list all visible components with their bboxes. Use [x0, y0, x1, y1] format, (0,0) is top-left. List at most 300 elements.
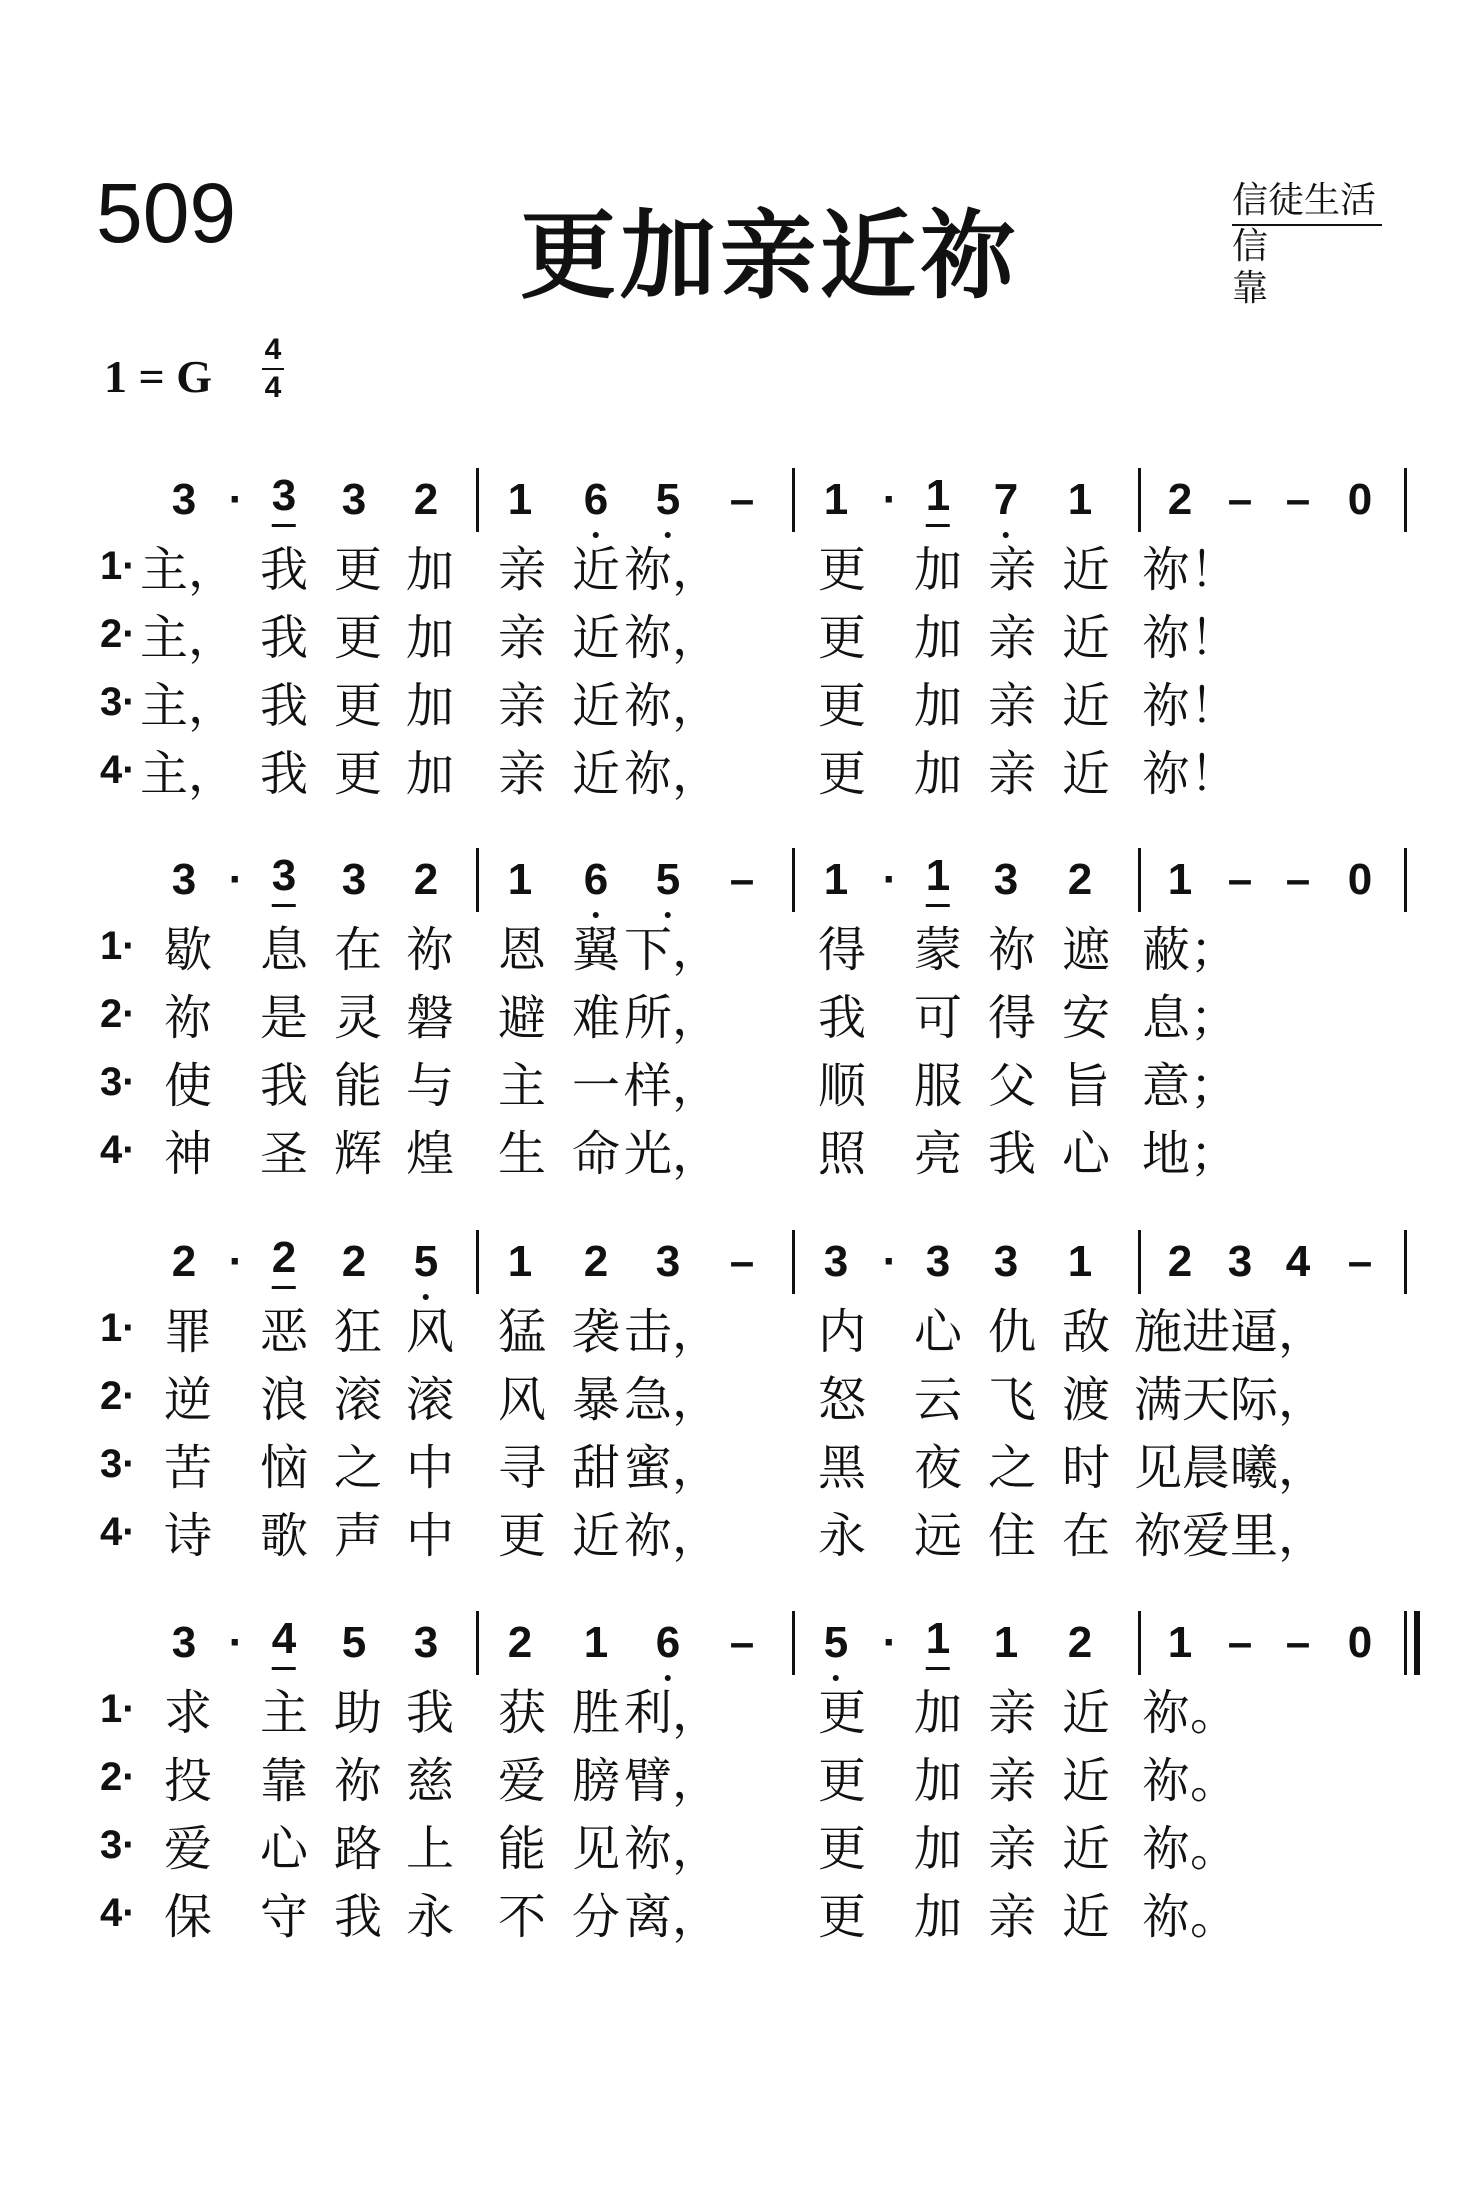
lyric-syllable: 我 — [987, 1126, 1037, 1182]
lyric-syllable: 滚 — [333, 1372, 383, 1428]
lyric-syllable: 心 — [1061, 1126, 1111, 1182]
lyric-syllable: 慈 — [405, 1753, 455, 1809]
lyric-syllable: 祢 — [405, 922, 455, 978]
bar-line — [476, 468, 479, 532]
lyric-syllable: 祢爱里， — [1133, 1508, 1327, 1564]
note: 1 — [1067, 475, 1093, 524]
lyric-syllable: 猛 — [497, 1304, 547, 1360]
lyric-syllable: 祢！ — [1141, 542, 1239, 598]
note: 6 — [584, 470, 608, 530]
note: · — [228, 855, 244, 904]
lyric-syllable: 光， — [623, 1126, 721, 1182]
note: 1 — [926, 1613, 950, 1670]
note: 3 — [413, 1618, 439, 1667]
lyric-syllable: 顺 — [817, 1058, 867, 1114]
note: – — [729, 475, 755, 524]
lyric-syllable: 投 — [163, 1753, 213, 1809]
octave-dot — [665, 532, 671, 538]
octave-dot — [665, 1675, 671, 1681]
lyric-syllable: 亲 — [497, 746, 547, 802]
bar-line — [1404, 1611, 1407, 1675]
key-signature: 1 = G — [104, 351, 212, 402]
lyric-syllable: 声 — [333, 1508, 383, 1564]
bar-line — [792, 848, 795, 912]
note: · — [228, 475, 244, 524]
octave-dot — [1003, 532, 1009, 538]
note: 3 — [171, 475, 197, 524]
note: 5 — [824, 1613, 848, 1673]
lyric-syllable: 我 — [259, 678, 309, 734]
verse-number: 2· — [100, 612, 136, 656]
lyric-syllable: 亮 — [913, 1126, 963, 1182]
lyric-syllable: 我 — [259, 746, 309, 802]
lyric-syllable: 主， — [139, 746, 237, 802]
bar-line — [1138, 1611, 1141, 1675]
lyric-syllable: 加 — [913, 1685, 963, 1741]
lyric-syllable: 更 — [817, 610, 867, 666]
octave-dot — [833, 1675, 839, 1681]
lyric-syllable: 命 — [571, 1126, 621, 1182]
verse-number: 4· — [100, 1891, 136, 1935]
note: – — [1227, 1618, 1253, 1667]
lyric-syllable: 路 — [333, 1821, 383, 1877]
lyric-syllable: 祢， — [623, 1508, 721, 1564]
note: 1 — [507, 855, 533, 904]
lyric-syllable: 我 — [259, 1058, 309, 1114]
note: 1 — [1167, 855, 1193, 904]
lyric-line — [0, 1506, 1476, 1572]
lyric-syllable: 之 — [987, 1440, 1037, 1496]
credit-category: 信靠 — [1232, 226, 1359, 309]
lyric-line — [0, 1370, 1476, 1436]
lyric-syllable: 更 — [817, 746, 867, 802]
bar-line — [476, 1611, 479, 1675]
lyric-syllable: 祢 — [987, 922, 1037, 978]
note: 1 — [507, 1237, 533, 1286]
lyric-syllable: 近 — [1061, 1685, 1111, 1741]
note: – — [1285, 475, 1311, 524]
note: 2 — [341, 1237, 367, 1286]
octave-dot — [665, 912, 671, 918]
lyric-syllable: 风 — [497, 1372, 547, 1428]
lyric-syllable: 亲 — [497, 678, 547, 734]
lyric-syllable: 近 — [1061, 610, 1111, 666]
credit-source: 信徒生活 — [1232, 180, 1382, 226]
lyric-syllable: 近 — [1061, 746, 1111, 802]
note: 3 — [655, 1237, 681, 1286]
lyric-syllable: 恼 — [259, 1440, 309, 1496]
note: 3 — [272, 470, 296, 527]
hymn-number: 509 — [96, 166, 237, 260]
lyric-syllable: 祢！ — [1141, 610, 1239, 666]
lyric-syllable: 加 — [913, 542, 963, 598]
note: 6 — [656, 1613, 680, 1673]
lyric-syllable: 亲 — [497, 610, 547, 666]
lyric-syllable: 胜 — [571, 1685, 621, 1741]
lyric-syllable: 灵 — [333, 990, 383, 1046]
lyric-syllable: 祢。 — [1141, 1889, 1239, 1945]
lyric-line — [0, 988, 1476, 1054]
note: 3 — [1227, 1237, 1253, 1286]
lyric-syllable: 袭 — [571, 1304, 621, 1360]
octave-dot — [423, 1294, 429, 1300]
note: 0 — [1347, 855, 1373, 904]
note: · — [228, 1237, 244, 1286]
note: 1 — [926, 470, 950, 527]
lyric-syllable: 近 — [1061, 1889, 1111, 1945]
notes-row — [0, 850, 1476, 920]
lyric-syllable: 靠 — [259, 1753, 309, 1809]
lyric-syllable: 中 — [405, 1440, 455, 1496]
note: 3 — [171, 855, 197, 904]
note: 0 — [1347, 1618, 1373, 1667]
verse-number: 2· — [100, 992, 136, 1036]
note: 5 — [341, 1618, 367, 1667]
lyric-syllable: 加 — [405, 746, 455, 802]
lyric-syllable: 祢。 — [1141, 1685, 1239, 1741]
lyric-line — [0, 1302, 1476, 1368]
note: 2 — [272, 1232, 296, 1289]
bar-line — [1138, 1230, 1141, 1294]
lyric-syllable: 所， — [623, 990, 721, 1046]
lyric-syllable: 亲 — [987, 1753, 1037, 1809]
verse-number: 2· — [100, 1755, 136, 1799]
time-sig-bar — [262, 368, 284, 370]
note: 2 — [1167, 475, 1193, 524]
note: 3 — [341, 475, 367, 524]
lyric-line — [0, 920, 1476, 986]
hymn-credits — [1232, 180, 1382, 310]
lyric-syllable: 狂 — [333, 1304, 383, 1360]
lyric-syllable: 之 — [333, 1440, 383, 1496]
notes-row — [0, 1232, 1476, 1302]
lyric-syllable: 逆 — [163, 1372, 213, 1428]
lyric-syllable: 怒 — [817, 1372, 867, 1428]
lyric-syllable: 歌 — [259, 1508, 309, 1564]
lyric-syllable: 加 — [405, 542, 455, 598]
note: – — [729, 1618, 755, 1667]
lyric-syllable: 更 — [497, 1508, 547, 1564]
lyric-syllable: 主 — [497, 1058, 547, 1114]
note: 7 — [994, 470, 1018, 530]
lyric-syllable: 祢。 — [1141, 1821, 1239, 1877]
lyric-syllable: 蔽； — [1141, 922, 1239, 978]
bar-line — [1138, 848, 1141, 912]
note: · — [882, 1237, 898, 1286]
lyric-syllable: 祢 — [163, 990, 213, 1046]
note: 3 — [171, 1618, 197, 1667]
lyric-syllable: 祢， — [623, 746, 721, 802]
note: 1 — [507, 475, 533, 524]
note: 1 — [993, 1618, 1019, 1667]
lyric-syllable: 使 — [163, 1058, 213, 1114]
lyric-syllable: 更 — [333, 746, 383, 802]
lyric-syllable: 在 — [1061, 1508, 1111, 1564]
lyric-syllable: 加 — [913, 610, 963, 666]
note: 5 — [656, 470, 680, 530]
lyric-syllable: 施进逼， — [1133, 1304, 1327, 1360]
lyric-syllable: 祢， — [623, 610, 721, 666]
note: 2 — [1067, 855, 1093, 904]
note: 5 — [656, 850, 680, 910]
note: – — [1227, 475, 1253, 524]
lyric-syllable: 旨 — [1061, 1058, 1111, 1114]
verse-number: 1· — [100, 1306, 136, 1350]
time-signature — [262, 334, 284, 404]
lyric-syllable: 服 — [913, 1058, 963, 1114]
lyric-syllable: 更 — [817, 1821, 867, 1877]
bar-line — [476, 848, 479, 912]
lyric-syllable: 助 — [333, 1685, 383, 1741]
note: 4 — [1285, 1237, 1311, 1286]
lyric-syllable: 保 — [163, 1889, 213, 1945]
bar-line — [1138, 468, 1141, 532]
note: 2 — [413, 855, 439, 904]
lyric-syllable: 诗 — [163, 1508, 213, 1564]
verse-number: 4· — [100, 748, 136, 792]
note: – — [729, 1237, 755, 1286]
verse-number: 4· — [100, 1510, 136, 1554]
lyric-line — [0, 540, 1476, 606]
lyric-syllable: 满天际， — [1133, 1372, 1327, 1428]
notes-row — [0, 1613, 1476, 1683]
lyric-syllable: 寻 — [497, 1440, 547, 1496]
lyric-syllable: 更 — [817, 678, 867, 734]
lyric-line — [0, 1887, 1476, 1953]
lyric-syllable: 飞 — [987, 1372, 1037, 1428]
lyric-syllable: 主 — [259, 1685, 309, 1741]
note: 2 — [413, 475, 439, 524]
note: – — [1285, 855, 1311, 904]
lyric-syllable: 亲 — [987, 746, 1037, 802]
lyric-syllable: 见晨曦， — [1133, 1440, 1327, 1496]
time-sig-top: 4 — [264, 333, 282, 366]
lyric-syllable: 祢， — [623, 1821, 721, 1877]
lyric-syllable: 心 — [259, 1821, 309, 1877]
lyric-syllable: 近 — [1061, 1753, 1111, 1809]
note: – — [1285, 1618, 1311, 1667]
bar-line — [792, 468, 795, 532]
note: · — [882, 475, 898, 524]
note: 3 — [993, 1237, 1019, 1286]
lyric-syllable: 敌 — [1061, 1304, 1111, 1360]
verse-number: 1· — [100, 924, 136, 968]
lyric-syllable: 恶 — [259, 1304, 309, 1360]
lyric-syllable: 时 — [1061, 1440, 1111, 1496]
note: 3 — [925, 1237, 951, 1286]
lyric-syllable: 不 — [497, 1889, 547, 1945]
bar-line — [1404, 468, 1407, 532]
lyric-syllable: 加 — [913, 1753, 963, 1809]
bar-line — [476, 1230, 479, 1294]
lyric-syllable: 更 — [817, 1889, 867, 1945]
lyric-syllable: 近 — [1061, 1821, 1111, 1877]
lyric-syllable: 内 — [817, 1304, 867, 1360]
lyric-syllable: 磐 — [405, 990, 455, 1046]
lyric-syllable: 更 — [333, 542, 383, 598]
octave-dot — [593, 532, 599, 538]
lyric-syllable: 亲 — [987, 610, 1037, 666]
note: 6 — [584, 850, 608, 910]
lyric-syllable: 近 — [571, 1508, 621, 1564]
lyric-syllable: 甜 — [571, 1440, 621, 1496]
bar-line — [792, 1230, 795, 1294]
verse-number: 1· — [100, 544, 136, 588]
note: 4 — [272, 1613, 296, 1670]
lyric-syllable: 在 — [333, 922, 383, 978]
lyric-syllable: 住 — [987, 1508, 1037, 1564]
lyric-syllable: 我 — [405, 1685, 455, 1741]
lyric-syllable: 神 — [163, 1126, 213, 1182]
lyric-syllable: 离， — [623, 1889, 721, 1945]
lyric-syllable: 下， — [623, 922, 721, 978]
lyric-line — [0, 676, 1476, 742]
lyric-syllable: 永 — [817, 1508, 867, 1564]
verse-number: 3· — [100, 680, 136, 724]
lyric-syllable: 祢。 — [1141, 1753, 1239, 1809]
note: 3 — [993, 855, 1019, 904]
verse-number: 3· — [100, 1442, 136, 1486]
lyric-syllable: 能 — [497, 1821, 547, 1877]
bar-line — [792, 1611, 795, 1675]
lyric-syllable: 亲 — [987, 678, 1037, 734]
note: 1 — [926, 850, 950, 907]
lyric-line — [0, 1438, 1476, 1504]
lyric-syllable: 样， — [623, 1058, 721, 1114]
lyric-syllable: 祢， — [623, 542, 721, 598]
lyric-syllable: 急， — [623, 1372, 721, 1428]
lyric-syllable: 近 — [571, 746, 621, 802]
lyric-syllable: 遮 — [1061, 922, 1111, 978]
lyric-syllable: 恩 — [497, 922, 547, 978]
lyric-syllable: 歇 — [163, 922, 213, 978]
hymn-title: 更加亲近祢 — [520, 200, 1020, 312]
lyric-syllable: 远 — [913, 1508, 963, 1564]
lyric-syllable: 难 — [571, 990, 621, 1046]
lyric-syllable: 近 — [1061, 542, 1111, 598]
lyric-syllable: 加 — [913, 1889, 963, 1945]
note: 2 — [171, 1237, 197, 1286]
lyric-line — [0, 1683, 1476, 1749]
note: – — [1227, 855, 1253, 904]
lyric-syllable: 上 — [405, 1821, 455, 1877]
lyric-syllable: 暴 — [571, 1372, 621, 1428]
verse-number: 2· — [100, 1374, 136, 1418]
note: 1 — [823, 855, 849, 904]
lyric-syllable: 亲 — [987, 542, 1037, 598]
note: – — [729, 855, 755, 904]
time-sig-bottom: 4 — [264, 371, 282, 404]
note: 1 — [1067, 1237, 1093, 1286]
lyric-line — [0, 608, 1476, 674]
bar-line — [1404, 1230, 1407, 1294]
lyric-syllable: 近 — [571, 542, 621, 598]
note: · — [228, 1618, 244, 1667]
lyric-syllable: 近 — [1061, 678, 1111, 734]
lyric-syllable: 息 — [259, 922, 309, 978]
lyric-syllable: 翼 — [571, 922, 621, 978]
lyric-syllable: 煌 — [405, 1126, 455, 1182]
lyric-syllable: 近 — [571, 678, 621, 734]
lyric-syllable: 臂， — [623, 1753, 721, 1809]
lyric-syllable: 滚 — [405, 1372, 455, 1428]
lyric-syllable: 更 — [817, 542, 867, 598]
lyric-syllable: 父 — [987, 1058, 1037, 1114]
lyric-syllable: 照 — [817, 1126, 867, 1182]
lyric-syllable: 蜜， — [623, 1440, 721, 1496]
octave-dot — [593, 912, 599, 918]
lyric-syllable: 安 — [1061, 990, 1111, 1046]
lyric-syllable: 祢！ — [1141, 746, 1239, 802]
lyric-syllable: 分 — [571, 1889, 621, 1945]
lyric-syllable: 与 — [405, 1058, 455, 1114]
lyric-syllable: 黑 — [817, 1440, 867, 1496]
lyric-syllable: 亲 — [987, 1889, 1037, 1945]
lyric-syllable: 祢， — [623, 678, 721, 734]
lyric-syllable: 可 — [913, 990, 963, 1046]
lyric-syllable: 辉 — [333, 1126, 383, 1182]
lyric-syllable: 我 — [333, 1889, 383, 1945]
lyric-syllable: 生 — [497, 1126, 547, 1182]
lyric-syllable: 我 — [259, 610, 309, 666]
lyric-syllable: 更 — [817, 1753, 867, 1809]
verse-number: 1· — [100, 1687, 136, 1731]
lyric-syllable: 祢 — [333, 1753, 383, 1809]
bar-line — [1404, 848, 1407, 912]
lyric-syllable: 夜 — [913, 1440, 963, 1496]
lyric-syllable: 得 — [817, 922, 867, 978]
lyric-syllable: 膀 — [571, 1753, 621, 1809]
lyric-syllable: 我 — [817, 990, 867, 1046]
note: 5 — [414, 1232, 438, 1292]
lyric-syllable: 守 — [259, 1889, 309, 1945]
lyric-syllable: 风 — [405, 1304, 455, 1360]
lyric-syllable: 爱 — [163, 1821, 213, 1877]
lyric-syllable: 见 — [571, 1821, 621, 1877]
lyric-syllable: 我 — [259, 542, 309, 598]
note: 2 — [1167, 1237, 1193, 1286]
note: 3 — [272, 850, 296, 907]
lyric-syllable: 仇 — [987, 1304, 1037, 1360]
verse-number: 3· — [100, 1823, 136, 1867]
lyric-syllable: 主， — [139, 678, 237, 734]
lyric-syllable: 加 — [913, 1821, 963, 1877]
note: 3 — [341, 855, 367, 904]
lyric-syllable: 更 — [817, 1685, 867, 1741]
note: · — [882, 1618, 898, 1667]
lyric-syllable: 加 — [405, 678, 455, 734]
lyric-syllable: 更 — [333, 678, 383, 734]
lyric-syllable: 浪 — [259, 1372, 309, 1428]
note: 2 — [583, 1237, 609, 1286]
lyric-syllable: 圣 — [259, 1126, 309, 1182]
verse-number: 4· — [100, 1128, 136, 1172]
lyric-syllable: 是 — [259, 990, 309, 1046]
lyric-syllable: 爱 — [497, 1753, 547, 1809]
lyric-syllable: 利， — [623, 1685, 721, 1741]
lyric-syllable: 亲 — [497, 542, 547, 598]
lyric-syllable: 更 — [333, 610, 383, 666]
lyric-syllable: 近 — [571, 610, 621, 666]
lyric-syllable: 云 — [913, 1372, 963, 1428]
lyric-line — [0, 1056, 1476, 1122]
lyric-syllable: 能 — [333, 1058, 383, 1114]
lyric-syllable: 祢！ — [1141, 678, 1239, 734]
note: 2 — [1067, 1618, 1093, 1667]
lyric-syllable: 击， — [623, 1304, 721, 1360]
lyric-syllable: 中 — [405, 1508, 455, 1564]
lyric-syllable: 意； — [1141, 1058, 1239, 1114]
